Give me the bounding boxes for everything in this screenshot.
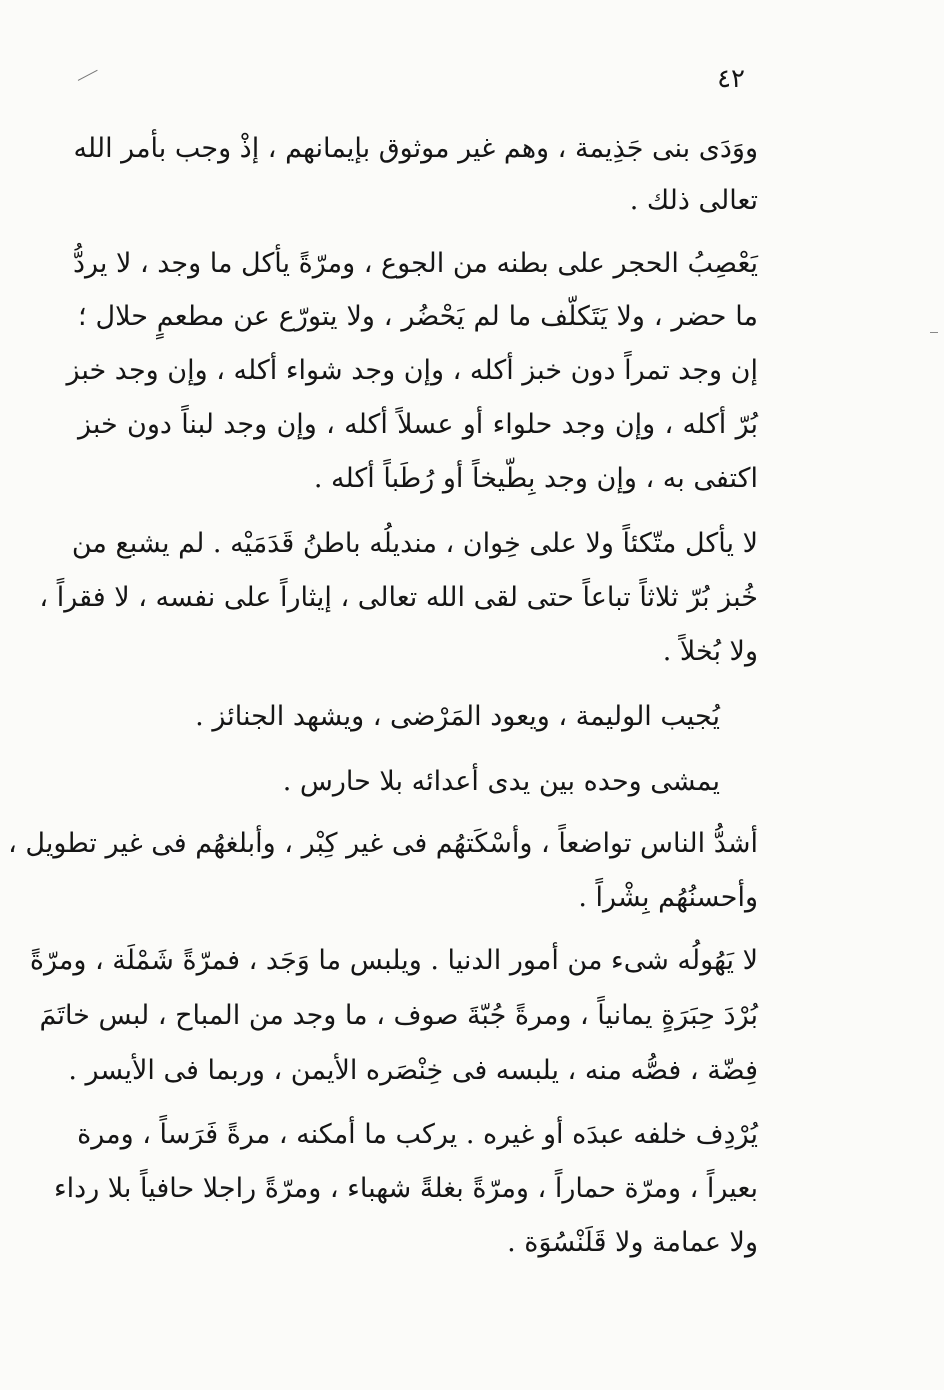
margin-tick bbox=[930, 332, 938, 333]
text-line: تعالى ذلك . bbox=[629, 185, 758, 216]
text-line: يَعْصِبُ الحجر على بطنه من الجوع ، ومرّةً يأكل ما وجد ، لا يردُّ bbox=[72, 248, 758, 279]
text-line: خُبز بُرّ ثلاثاً تباعاً حتى لقى الله تعالى ، إيثاراً على نفسه ، لا فقراً ، bbox=[39, 582, 758, 613]
text-line: ولا بُخلاً . bbox=[662, 636, 758, 667]
margin-mark bbox=[78, 70, 104, 94]
text-line: إن وجد تمراً دون خبز أكله ، وإن وجد شواء أكله ، وإن وجد خبز bbox=[66, 355, 758, 386]
text-line: أشدُّ الناس تواضعاً ، وأسْكَتهُم فى غير كِبْر ، وأبلغهُم فى غير تطويل ، bbox=[8, 828, 758, 859]
text-line: يمشى وحده بين يدى أعدائه بلا حارس . bbox=[282, 766, 720, 797]
text-line: يُجيب الوليمة ، ويعود المَرْضى ، ويشهد الجنائز . bbox=[195, 701, 720, 732]
page-number: ٤٢ bbox=[717, 64, 745, 94]
text-line: ووَدَى بنى جَذِيمة ، وهم غير موثوق بإيمانهم ، إذْ وجب بأمر الله bbox=[73, 133, 758, 164]
text-line: لا يَهُولُه شىء من أمور الدنيا . ويلبس ما وَجَد ، فمرّةً شَمْلَة ، ومرّةً bbox=[29, 945, 758, 976]
text-line: لا يأكل متّكئاً ولا على خِوان ، منديلُه باطنُ قَدَمَيْه . لم يشبع من bbox=[71, 528, 758, 559]
text-line: ما حضر ، ولا يَتَكلّف ما لم يَحْضُر ، ولا يتورّع عن مطعمٍ حلال ؛ bbox=[78, 301, 758, 332]
text-line: يُرْدِف خلفه عبدَه أو غيره . يركب ما أمكنه ، مرةً فَرَساً ، ومرة bbox=[77, 1119, 758, 1150]
text-line: بُرْدَ حِبَرَةٍ يمانياً ، ومرةً جُبّةَ صوف ، ما وجد من المباح ، لبس خاتَمَ bbox=[39, 1000, 758, 1031]
text-line: ولا عمامة ولا قَلَنْسُوَة . bbox=[507, 1227, 758, 1258]
text-line: فِضّة ، فصُّه منه ، يلبسه فى خِنْصَره الأيمن ، وربما فى الأيسر . bbox=[68, 1055, 758, 1086]
text-line: بعيراً ، ومرّة حماراً ، ومرّةً بغلةً شهباء ، ومرّةً راجلا حافياً بلا رداء bbox=[53, 1173, 758, 1204]
text-line: بُرّ أكله ، وإن وجد حلواء أو عسلاً أكله ، وإن وجد لبناً دون خبز bbox=[78, 409, 758, 440]
text-line: وأحسنُهُم بِشْراً . bbox=[578, 882, 758, 913]
text-line: اكتفى به ، وإن وجد بِطّيخاً أو رُطَباً أكله . bbox=[313, 463, 758, 494]
